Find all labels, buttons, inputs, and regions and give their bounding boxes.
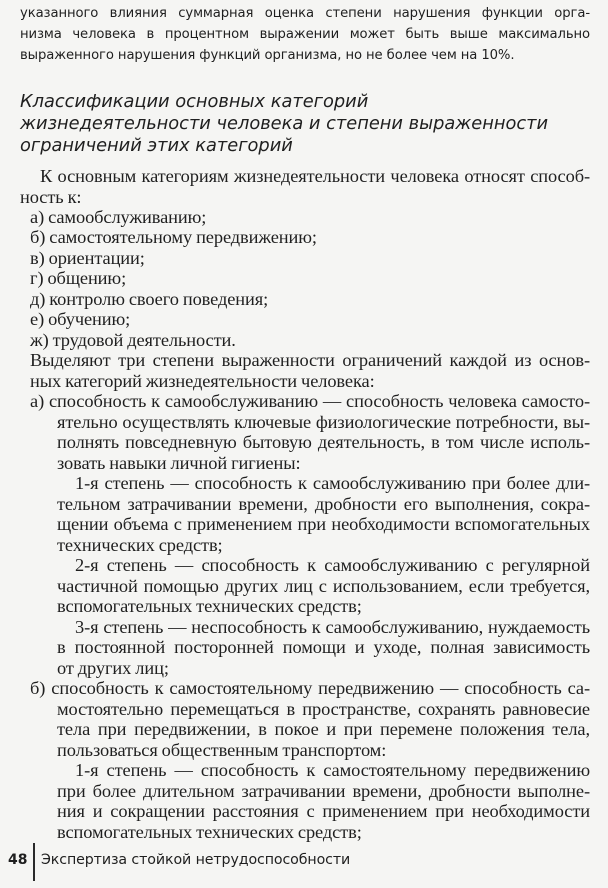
list-item: д) контролю своего поведения; — [30, 289, 269, 309]
text-line: 2-я степень — способность к самообслуживанию с регулярной — [75, 555, 590, 575]
text-line: ятельно осуществлять ключевые физиологические потребности, вы- — [57, 412, 590, 432]
text-line: указанного влияния суммарная оценка степени нарушения функции орга- — [20, 6, 590, 21]
text-line: частичной помощью других лиц с использованием, если требуется, — [57, 576, 590, 596]
text-line: ных категорий жизнедеятельности человека: — [30, 371, 375, 391]
list-item: а) самообслуживанию; — [30, 207, 207, 227]
list-item: ж) трудовой деятельности. — [30, 330, 236, 350]
text-line: щении объема с применением при необходимости вспомогательных — [57, 514, 590, 534]
section-heading: жизнедеятельности человека и степени выраженности — [20, 113, 549, 134]
text-line: пользоваться общественным транспортом: — [57, 740, 387, 760]
list-item: г) общению; — [30, 268, 127, 288]
text-line: в постоянной посторонней помощи и уходе, полная зависимость — [57, 637, 590, 657]
page-number: 48 — [8, 852, 28, 868]
text-line: ния и сокращении расстояния с применением при необходимости — [57, 801, 590, 821]
text-line: от других лиц; — [57, 658, 169, 678]
text-line: низма человека в процентном выражении может быть выше максимально — [20, 27, 590, 42]
text-line: вспомогательных технических средств; — [57, 596, 362, 616]
text-line: тельном затрачивании времени, дробности его выполнения, сокра- — [57, 494, 590, 514]
text-line: тела при передвижении, в покое и при перемене положения тела, — [57, 719, 590, 739]
running-title: Экспертиза стойкой нетрудоспособности — [41, 852, 351, 868]
text-line: вспомогательных технических средств; — [57, 822, 362, 842]
text-line: полнять повседневную бытовую деятельность, в том числе исполь- — [57, 432, 590, 452]
text-line: Выделяют три степени выраженности ограничений каждой из основ- — [30, 350, 590, 370]
text-line: технических средств; — [57, 535, 223, 555]
text-line: при более длительном затрачивании времени, дробности выполне- — [57, 781, 590, 801]
text-line: мостоятельно перемещаться в пространстве, сохранять равновесие — [57, 699, 590, 719]
text-line: ность к: — [20, 187, 82, 207]
text-line: зовать навыки личной гигиены: — [57, 453, 301, 473]
list-item: а) способность к самообслуживанию — способность человека самосто- — [30, 391, 590, 411]
list-item: е) обучению; — [30, 309, 131, 329]
text-line: К основным категориям жизнедеятельности человека относят способ- — [40, 166, 590, 186]
section-heading: ограничений этих категорий — [20, 135, 293, 156]
list-item: б) способность к самостоятельному передвижению — способность са- — [30, 678, 590, 698]
text-line: выраженного нарушения функций организма, но не более чем на 10%. — [20, 48, 515, 63]
text-line: 1-я степень — способность к самостоятельному передвижению — [75, 760, 590, 780]
footer-divider — [33, 843, 35, 881]
section-heading: Классификации основных категорий — [20, 91, 369, 112]
text-line: 3-я степень — неспособность к самообслуживанию, нуждаемость — [75, 617, 590, 637]
list-item: в) ориентации; — [30, 248, 145, 268]
list-item: б) самостоятельному передвижению; — [30, 227, 317, 247]
text-line: 1-я степень — способность к самообслуживанию при более дли- — [75, 473, 590, 493]
